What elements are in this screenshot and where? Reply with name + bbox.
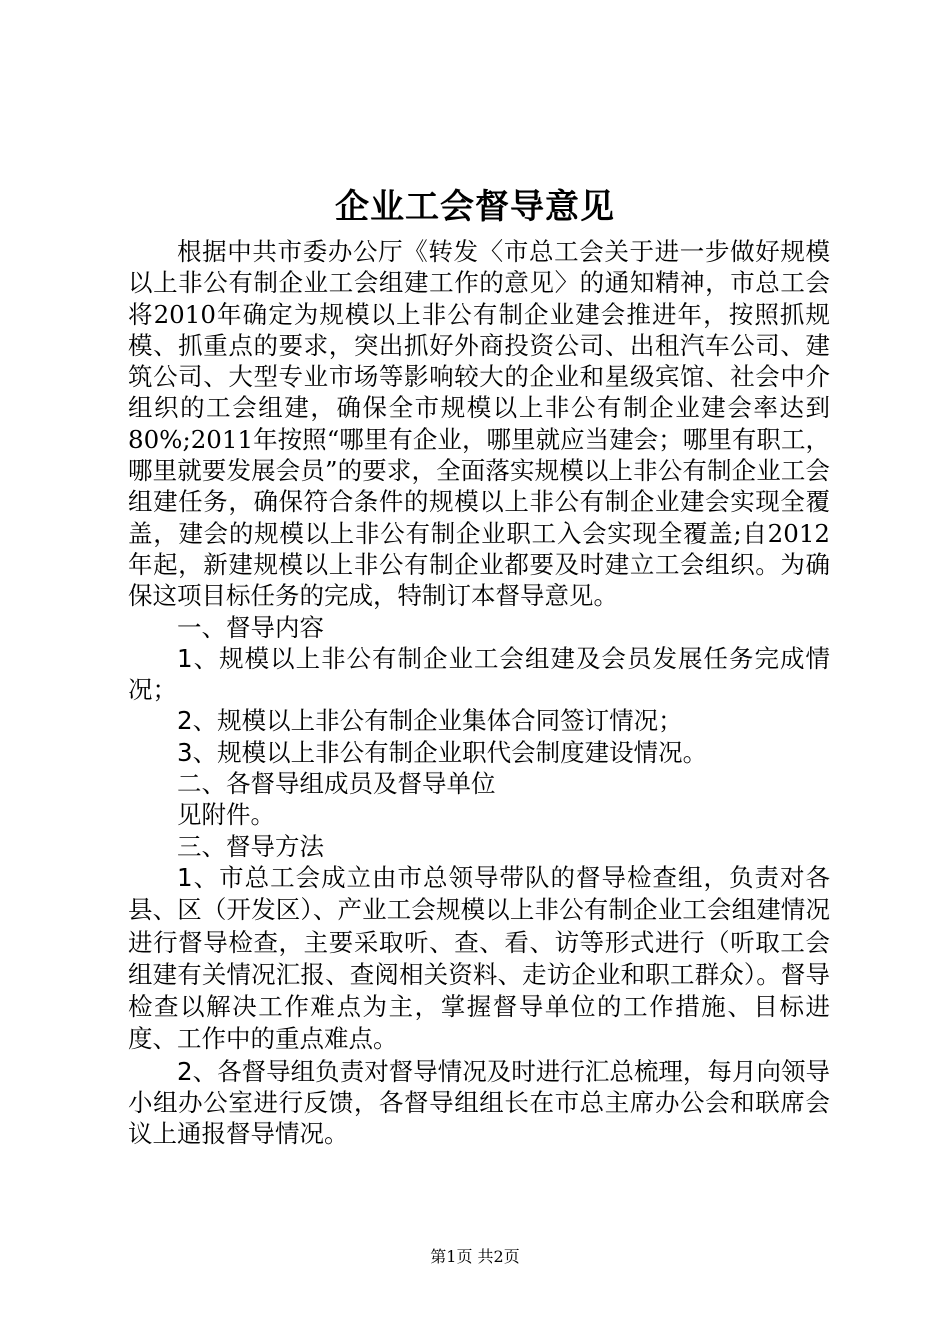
method-item-2: 2、各督导组负责对督导情况及时进行汇总梳理，每月向领导小组办公室进行反馈，各督导组组长在市总主席办公会和联席会议上通报督导情况。 bbox=[128, 1056, 830, 1149]
document-title: 企业工会督导意见 bbox=[335, 187, 615, 227]
content-item-3: 3、规模以上非公有制企业职代会制度建设情况。 bbox=[177, 737, 708, 767]
content-item-2: 2、规模以上非公有制企业集体合同签订情况； bbox=[177, 706, 683, 736]
section-heading-method: 三、督导方法 bbox=[177, 831, 324, 861]
content-item-1: 1、规模以上非公有制企业工会组建及会员发展任务完成情况； bbox=[128, 643, 830, 705]
section-heading-content: 一、督导内容 bbox=[177, 612, 324, 642]
method-item-1 bbox=[128, 862, 830, 1056]
document-body bbox=[128, 236, 830, 1150]
intro-paragraph: 根据中共市委办公厅《转发〈市总工会关于进一步做好规模以上非公有制企业工会组建工作的意见〉的通知精神，市总工会将2010年确定为规模以上非公有制企业建会推进年，按照抓规模、抓重点的要求，突出抓好外商投资公司、出租汽车公司、建筑公司、大型专业市场等影响较大的企业和星级宾馆、社会中介组织的工会组建，确保全市规模以上非公有制企业建会率达到80%;2011年按照“哪里有企业，哪里就应当建会；哪里有职工，哪里就要发展会员”的要求，全面落实规模以上非公有制企业工会组建任务，确保符合条件的规模以上非公有制企业建会实现全覆盖，建会的规模以上非公有制企业职工入会实现全覆盖;自2012年起，新建规模以上非公有制企业都要及时建立工会组织。为确保这项目标任务的完成，特制订本督导意见。 bbox=[128, 237, 830, 611]
page-footer: 第1页 共2页 bbox=[430, 1247, 520, 1266]
members-text: 见附件。 bbox=[177, 800, 275, 830]
method-item-1-tail: 督导检查以解决工作难点为主，掌握督导单位的工作措施、目标进度、工作中的重点难点。 bbox=[128, 959, 831, 1054]
method-item-1-main: 1、市总工会成立由市总领导带队的督导检查组，负责对各县、区（开发区）、产业工会规模以上非公有制企业工会组建情况进行督导检查，主要采取听、查、看、访等形式进行（听取工会组建有关情况汇报、查阅相关资料、走访企业和职工群众）。 bbox=[128, 862, 830, 989]
section-heading-members: 二、各督导组成员及督导单位 bbox=[177, 769, 496, 799]
